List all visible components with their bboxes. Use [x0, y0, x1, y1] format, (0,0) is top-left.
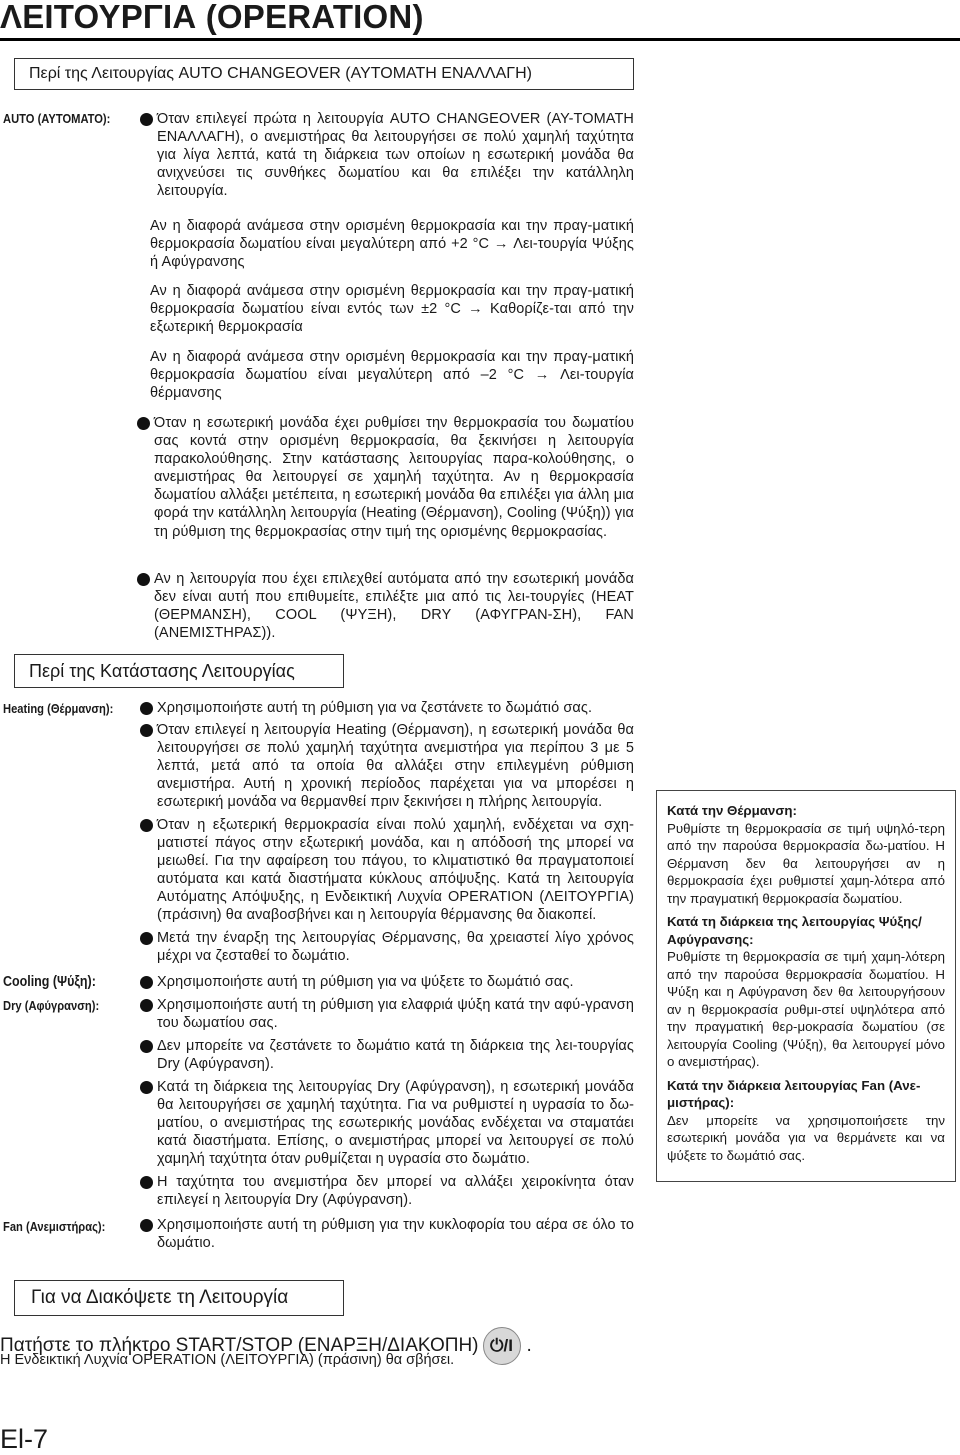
- label-heating: Heating (Θέρμανση):: [3, 701, 114, 716]
- bullet-text: Αν η λειτουργία που έχει επιλεχθεί αυτόματα από την εσωτερική μονάδα δεν είναι αυτή που επιθυμείτε, επιλέξτε μια από τις λει-τουργίες (HEAT (ΘΕΡΜΑΝΣΗ), COOL (ΨΥΞΗ), DRY (ΑΦΥΓΡΑΝ-ΣΗ), FAN (ΑΝΕΜΙΣΤΗΡΑΣ)).: [154, 571, 634, 642]
- note-body-heating: Ρυθμίστε τη θερμοκρασία σε τιμή υψηλό-τερη από την παρούσα θερμοκρασία δω-ματίου. Η Θέρμανση δεν θα λειτουργήσει αν η θερμοκρασία έχει ρυθμιστεί χαμη-λότερα από την πραγματική θερμοκρασία δωματίου.: [667, 820, 945, 906]
- indicator-note: Η Ενδεικτική Λυχνία OPERATION (ΛΕΙΤΟΥΡΓΙΑ) (πράσινη) θα σβήσει.: [0, 1352, 455, 1368]
- bullet-text: Όταν η εσωτερική μονάδα έχει ρυθμίσει την θερμοκρασία του δωματίου σας κοντά στην ορισμένη θερμοκρασία, θα ξεκινήσει η λειτουργία παρακολούθησης. Στην κατάστασης λειτουργίας παρα-κολούθησης, ο ανεμιστήρας θα λειτουργεί σε χαμηλή ταχύτητα. Αν η θερμοκρασία δωματίου αλλάξει μετέπειτα, η εσωτερική μονάδα θα επιλέξει για άλλη μια φορά την κατάλληλη λειτουργία (Heating (Θέρμανση), Cooling (Ψύξη)) για τη ρύθμιση της θερμοκρασίας στην τιμή της ορισμένης θερμοκρασίας.: [154, 415, 634, 540]
- bullet-text: Μετά την έναρξη της λειτουργίας Θέρμανσης, θα χρειαστεί λίγο χρόνος μέχρι να ζεσταθεί το δωμάτιο.: [157, 930, 634, 965]
- bullet-text: Χρησιμοποιήστε αυτή τη ρύθμιση για ελαφριά ψύξη κατά την αφύ-γρανση του δωματίου σας.: [157, 997, 634, 1032]
- bullet-text: Όταν επιλεγεί η λειτουργία Heating (Θέρμανση), η εσωτερική μονάδα θα λειτουργήσει σε πολύ χαμηλή ταχύτητα ανεμιστήρα για περίπου 3 με 5 λεπτά, μετά από τα οποία θα αλλάξει στην επιλεγμένη ρύθμιση ανεμιστήρα. Αυτή η χρονική περίοδος παρέχεται για να μπορέσει η εσωτερική μονάδα να θερμανθεί πριν ξεκινήσει η πλήρης λειτουργία.: [157, 722, 634, 811]
- auto-case-cooling: [150, 217, 634, 271]
- note-heading-fan: Κατά την διάρκεια λειτουργίας Fan (Ανε-μιστήρας):: [667, 1077, 921, 1110]
- bullet-text: Όταν η εξωτερική θερμοκρασία είναι πολύ χαμηλή, ενδέχεται να σχη-ματιστεί πάγος στην εξωτερική μονάδα, και η απόδοσή της μπορεί να μειωθεί. Για την αφαίρεση του πάγου, το κλιματιστικό θα πραγματοποιεί αυτόματα και κατά διαστήματα κύκλους απόψυξης. Κατά τη λειτουργία Αυτόματης Απόψυξης, η Ενδεικτική Λυχνία OPERATION (ΛΕΙΤΟΥΡΓΙΑ) (πράσινη) θα αναβοσβήνει και η λειτουργία θέρμανσης θα διακοπεί.: [157, 817, 634, 924]
- bullet-icon: [140, 702, 153, 715]
- bullet-icon: [140, 1081, 153, 1094]
- bullet-icon: [137, 417, 150, 430]
- note-heading-heating: Κατά την Θέρμανση:: [667, 803, 797, 818]
- bullet-icon: [140, 724, 153, 737]
- press-end: .: [526, 1335, 532, 1356]
- note-box: [656, 790, 956, 1182]
- section-heading-auto-changeover: Περί της Λειτουργίας AUTO CHANGEOVER (ΑΥΤΟΜΑΤΗ ΕΝΑΛΛΑΓΗ): [14, 58, 634, 90]
- page-number: El-7: [0, 1424, 49, 1454]
- section-heading-mode: Περί της Κατάστασης Λειτουργίας: [14, 654, 344, 688]
- bullet-icon: [140, 1040, 153, 1053]
- bullet-icon: [140, 932, 153, 945]
- label-dry: Dry (Αφύγρανση):: [3, 998, 100, 1013]
- case-text: Αν η διαφορά ανάμεσα στην ορισμένη θερμοκρασία και την πραγ-ματική θερμοκρασία δωματίου είναι μεγαλύτερη από +2 °C → Λει-τουργία Ψύξης ή Αφύγρανσης: [150, 218, 634, 271]
- bullet-text: Χρησιμοποιήστε αυτή τη ρύθμιση για την κυκλοφορία του αέρα σε όλο το δωμάτιο.: [157, 1217, 634, 1252]
- section-heading-stop: Για να Διακόψετε τη Λειτουργία: [14, 1280, 344, 1316]
- bullet-text: Χρησιμοποιήστε αυτή τη ρύθμιση για να ζεστάνετε το δωμάτιό σας.: [157, 700, 593, 716]
- bullet-icon: [140, 976, 153, 989]
- auto-case-outdoor: [150, 282, 634, 336]
- press-text: Πατήστε το πλήκτρο START/STOP (ΕΝΑΡΞΗ/ΔΙΑΚΟΠΗ): [0, 1335, 479, 1356]
- bullet-icon: [140, 1219, 153, 1232]
- bullet-text: Χρησιμοποιήστε αυτή τη ρύθμιση για να ψύξετε το δωμάτιό σας.: [157, 974, 574, 990]
- title-divider: [0, 38, 960, 41]
- note-body-fan: Δεν μπορείτε να χρησιμοποιήσετε την εσωτερική μονάδα για να θερμάνετε και να ψύξετε το δωμάτιό σας.: [667, 1112, 945, 1163]
- bullet-icon: [140, 113, 153, 126]
- bullet-icon: [140, 1176, 153, 1189]
- note-body-cooling-dry: Ρυθμίστε τη θερμοκρασία σε τιμή χαμη-λότερη από την παρούσα θερμοκρασία δωματίου. Η Ψύξη και η Αφύγρανση δεν θα λειτουργήσουν αν η θερμοκρασία ρυθμι-στεί υψηλότερα από την πραγματική θερ-μοκρασία δωματίου (σε λειτουργία Cooling (Ψύξη), θα λειτουργεί μόνο ο ανεμιστήρας).: [667, 949, 945, 1069]
- label-fan: Fan (Ανεμιστήρας):: [3, 1219, 106, 1234]
- bullet-icon: [140, 819, 153, 832]
- bullet-text: Όταν επιλεγεί πρώτα η λειτουργία AUTO CHANGEOVER (ΑΥ-ΤΟΜΑΤΗ ΕΝΑΛΛΑΓΗ), ο ανεμιστήρας θα λειτουργήσει σε πολύ χαμηλή ταχύτητα για λίγα λεπτά, κατά τη διάρκεια των οποίων η εσωτερική μονάδα θα ανιχνεύσει τις συνθήκες δωματίου και θα επιλέξει την κατάλληλη λειτουργία.: [157, 111, 634, 200]
- auto-case-heating: [150, 348, 634, 402]
- bullet-icon: [140, 999, 153, 1012]
- bullet-icon: [137, 573, 150, 586]
- start-stop-button-icon: ⏻/I: [483, 1327, 521, 1365]
- page-title: ΛΕΙΤΟΥΡΓΙΑ (OPERATION): [0, 0, 424, 35]
- bullet-text: Η ταχύτητα του ανεμιστήρα δεν μπορεί να αλλάξει χειροκίνητα όταν επιλεγεί η λειτουργία Dry (Αφύγρανση).: [157, 1174, 634, 1209]
- bullet-text: Κατά τη διάρκεια της λειτουργίας Dry (Αφύγρανση), η εσωτερική μονάδα θα λειτουργήσει σε χαμηλή ταχύτητα. Για να ρυθμιστεί η υγρασία το δω-ματίου, ο ανεμιστήρας της εσωτερικής μονάδας ενδέχεται να σταματάει κατά διαστήματα. Επίσης, ο ανεμιστήρας μπορεί να λειτουργεί σε πολύ χαμηλή ταχύτητα όταν ρυθμίζεται η υγρασία στο δωμάτιο.: [157, 1079, 634, 1168]
- label-cooling: Cooling (Ψύξη):: [3, 974, 96, 990]
- note-heading-cooling-dry: Κατά τη διάρκεια της λειτουργίας Ψύξης/ Αφύγρανσης:: [667, 914, 922, 947]
- label-auto: AUTO (ΑΥΤΟΜΑΤΟ):: [3, 111, 111, 126]
- case-text: Αν η διαφορά ανάμεσα στην ορισμένη θερμοκρασία και την πραγ-ματική θερμοκρασία δωματίου είναι εντός των ±2 °C → Καθορίζε-ται από την εξωτερική θερμοκρασία: [150, 283, 634, 336]
- bullet-text: Δεν μπορείτε να ζεστάνετε το δωμάτιο κατά τη διάρκεια της λει-τουργίας Dry (Αφύγρανση).: [157, 1038, 634, 1073]
- case-text: Αν η διαφορά ανάμεσα στην ορισμένη θερμοκρασία και την πραγ-ματική θερμοκρασία δωματίου είναι μεγαλύτερη από –2 °C → Λει-τουργία θέρμανσης: [150, 349, 634, 402]
